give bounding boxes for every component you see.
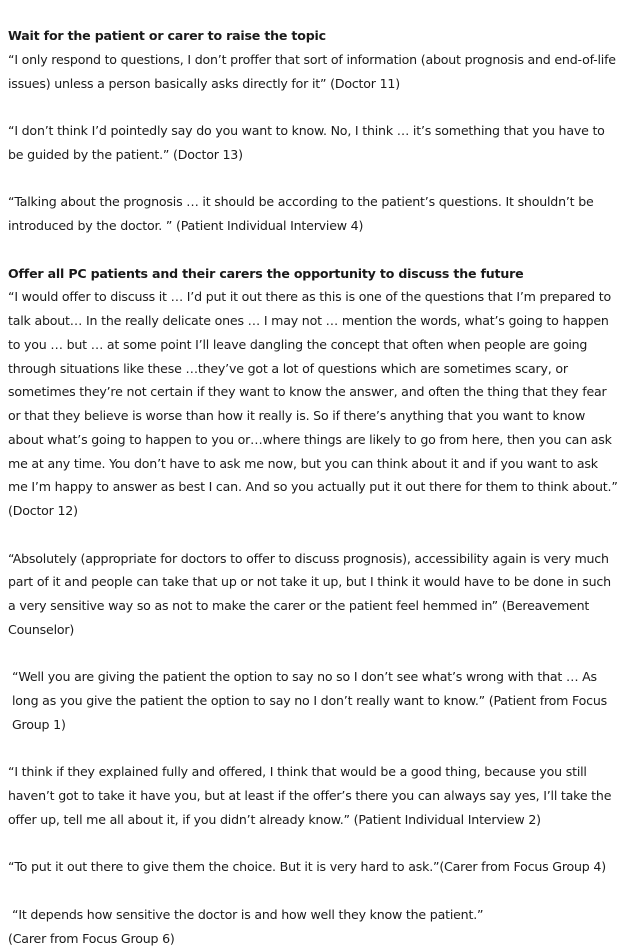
- quote-paragraph: “Talking about the prognosis … it should be according to the patient’s questions. It shouldn’t be introduced by the doctor. ” (Patient Individual Interview 4): [8, 190, 620, 238]
- quote-paragraph: “To put it out there to give them the choice. But it is very hard to ask.”(Carer from Focus Group 4): [8, 855, 620, 879]
- quote-paragraph: “I think if they explained fully and offered, I think that would be a good thing, because you still haven’t got to take it have you, but at least if the offer’s there you can always say yes, I’ll take the offer up, tell me all about it, if you didn’t already know.” (Patient Individual Interview 2): [8, 760, 620, 831]
- quote-paragraph: “Absolutely (appropriate for doctors to offer to discuss prognosis), accessibility again is very much part of it and people can take that up or not take it up, but I think it would have to be done in such a very sensitive way so as not to make the carer or the patient feel hemmed in” (Bereavement Counselor): [8, 547, 620, 642]
- paragraph-spacer: [8, 95, 620, 119]
- section-heading: Wait for the patient or carer to raise the topic: [8, 24, 620, 48]
- paragraph-spacer: [8, 832, 620, 856]
- quote-attribution: (Carer from Focus Group 6): [8, 927, 620, 950]
- quote-paragraph: “I don’t think I’d pointedly say do you want to know. No, I think … it’s something that you have to be guided by the patient.” (Doctor 13): [8, 119, 620, 167]
- paragraph-spacer: [8, 642, 620, 666]
- quote-paragraph: “Well you are giving the patient the option to say no so I don’t see what’s wrong with that … As long as you give the patient the option to say no I don’t really want to know.” (Patient from Focus Group 1): [8, 665, 620, 736]
- quote-paragraph: “I would offer to discuss it … I’d put it out there as this is one of the questions that I’m prepared to talk about… In the really delicate ones … I may not … mention the words, what’s going to happen to you … but … at some point I’ll leave dangling the concept that often when people are going through situations like these …they’ve got a lot of questions which are sometimes scary, or sometimes they’re not certain if they want to know the answer, and often the thing that they fear or that they believe is worse than how it really is. So if there’s anything that you want to know about what’s going to happen to you or…where things are likely to go from here, then you can ask me at any time. You don’t have to ask me now, but you can think about it and if you want to ask me I’m happy to answer as best I can. And so you actually put it out there for them to think about.” (Doctor 12): [8, 285, 620, 523]
- paragraph-spacer: [8, 879, 620, 903]
- quote-paragraph: “It depends how sensitive the doctor is and how well they know the patient.”: [8, 903, 620, 927]
- section-heading: Offer all PC patients and their carers the opportunity to discuss the future: [8, 262, 620, 286]
- quote-paragraph: “I only respond to questions, I don’t proffer that sort of information (about prognosis and end-of-life issues) unless a person basically asks directly for it” (Doctor 11): [8, 48, 620, 96]
- paragraph-spacer: [8, 167, 620, 191]
- paragraph-spacer: [8, 523, 620, 547]
- paragraph-spacer: [8, 238, 620, 262]
- paragraph-spacer: [8, 737, 620, 761]
- document-body: [8, 24, 620, 950]
